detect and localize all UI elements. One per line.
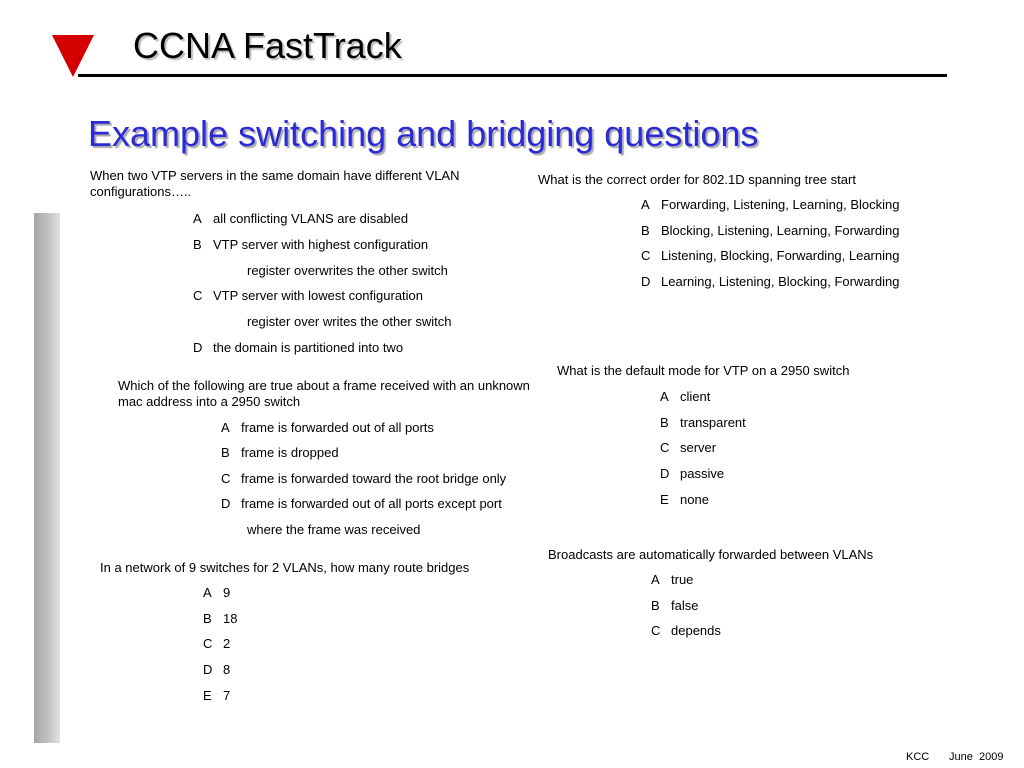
question-stem: When two VTP servers in the same domain have different VLAN configurations….. <box>90 168 460 199</box>
side-gradient-bar <box>34 213 60 743</box>
answer-option: C 2 <box>203 636 231 651</box>
question-route-bridges <box>100 560 520 710</box>
footer-author: KCC <box>906 751 930 763</box>
question-stem: What is the correct order for 802.1D spanning tree start <box>538 172 856 187</box>
answer-option: A 9 <box>203 585 231 600</box>
answer-option: D frame is forwarded out of all ports except port <box>221 496 502 511</box>
question-broadcasts <box>548 547 938 647</box>
answer-option: D 8 <box>203 662 231 677</box>
answer-option: D the domain is partitioned into two <box>193 340 404 355</box>
answer-option: B 18 <box>203 611 238 626</box>
answer-option: D Learning, Listening, Blocking, Forwarding <box>641 274 900 289</box>
answer-option: D passive <box>660 466 725 481</box>
question-stp-order <box>538 172 938 297</box>
answer-option: E 7 <box>203 688 231 703</box>
answer-option: C server <box>660 440 717 455</box>
answer-option: A true <box>651 572 694 587</box>
logo-triangle-icon <box>52 35 94 77</box>
answer-option: A frame is forwarded out of all ports <box>221 420 434 435</box>
question-unknown-mac <box>118 378 538 543</box>
question-vtp-default <box>557 363 937 513</box>
answer-option: C Listening, Blocking, Forwarding, Learning <box>641 248 900 263</box>
answer-option-continuation: register overwrites the other switch <box>247 263 448 278</box>
answer-option: A client <box>660 389 711 404</box>
answer-option: B frame is dropped <box>221 445 339 460</box>
answer-option: A all conflicting VLANS are disabled <box>193 211 409 226</box>
answer-option: A Forwarding, Listening, Learning, Blocking <box>641 197 900 212</box>
answer-option: B Blocking, Listening, Learning, Forwarding <box>641 223 900 238</box>
question-vtp-conflict <box>90 168 510 363</box>
header-title: CCNA FastTrack <box>133 25 402 66</box>
answer-option: C frame is forwarded toward the root bridge only <box>221 471 507 486</box>
answer-option: B VTP server with highest configuration <box>193 237 429 252</box>
answer-option: C VTP server with lowest configuration <box>193 288 424 303</box>
answer-option-continuation: where the frame was received <box>247 522 421 537</box>
question-stem: In a network of 9 switches for 2 VLANs, how many route bridges <box>100 560 470 575</box>
answer-option-continuation: register over writes the other switch <box>247 314 452 329</box>
answer-option: E none <box>660 492 709 507</box>
question-stem: Broadcasts are automatically forwarded between VLANs <box>548 547 874 562</box>
answer-option: B transparent <box>660 415 746 430</box>
slide-title: Example switching and bridging questions <box>88 113 759 154</box>
question-stem: What is the default mode for VTP on a 2950 switch <box>557 363 850 378</box>
footer-date: June 2009 <box>949 751 1004 763</box>
header-divider <box>78 74 947 77</box>
question-stem: Which of the following are true about a frame received with an unknown mac address into a 2950 switch <box>118 378 530 409</box>
answer-option: B false <box>651 598 699 613</box>
answer-option: C depends <box>651 623 721 638</box>
